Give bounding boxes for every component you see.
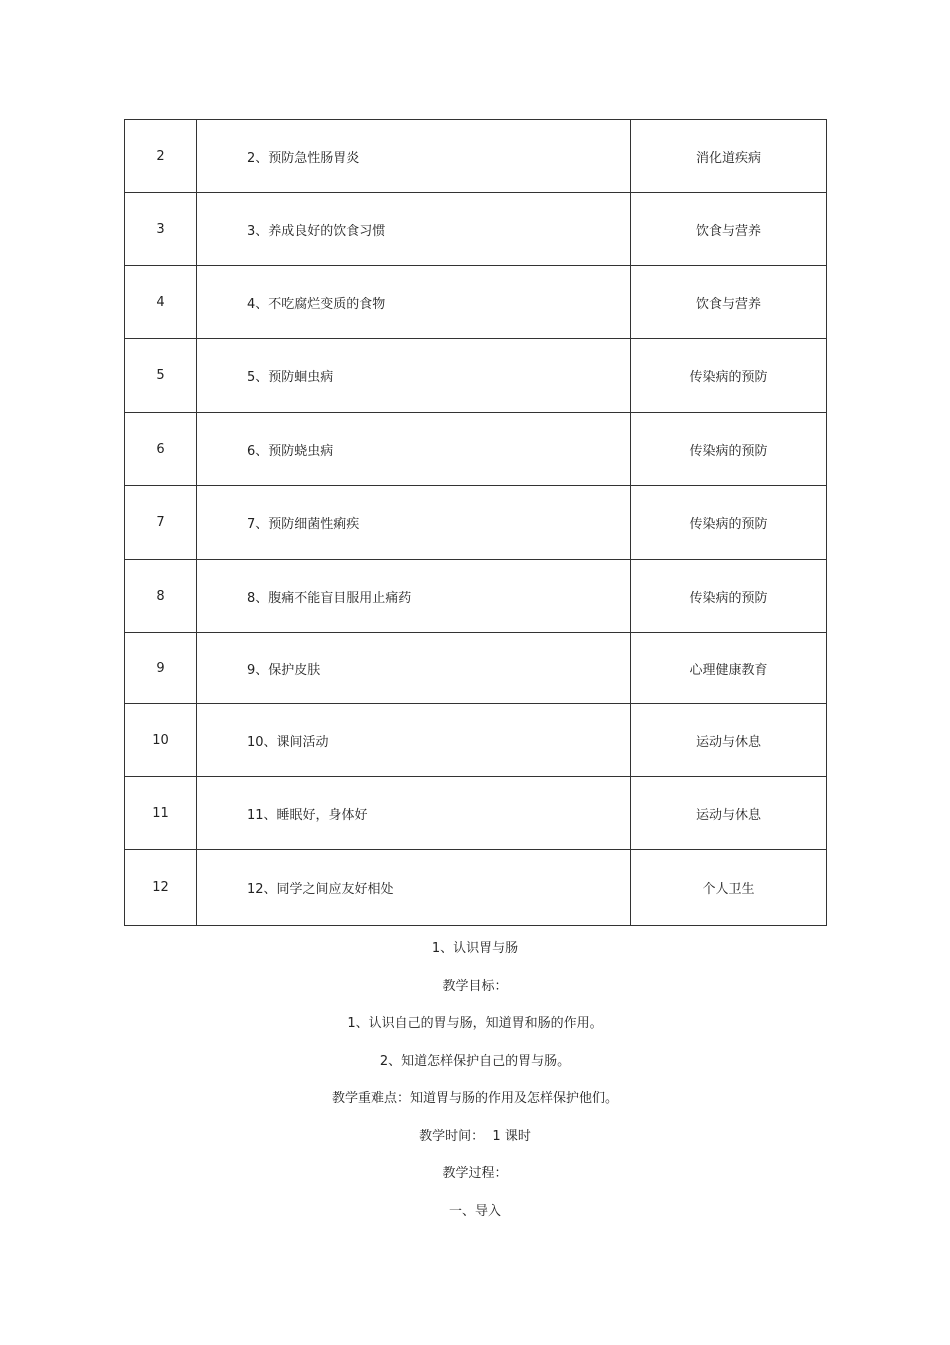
row-number-cell: 12 [125, 850, 197, 926]
category-cell: 运动与休息 [631, 777, 827, 850]
table-row [125, 193, 827, 266]
table-row [125, 777, 827, 850]
key-points: 教学重难点：知道胃与肠的作用及怎样保护他们。 [331, 1091, 618, 1106]
category-cell: 消化道疾病 [631, 120, 827, 193]
lesson-title-cell: 3、养成良好的饮食习惯 [197, 193, 631, 266]
row-number-cell: 2 [125, 120, 197, 193]
lesson-duration: 教学时间： 1 课时 [419, 1128, 531, 1144]
row-number-cell: 10 [125, 704, 197, 777]
lesson-title-cell: 12、同学之间应友好相处 [197, 850, 631, 926]
process-label: 教学过程： [442, 1166, 508, 1181]
lesson-title-cell: 9、保护皮肤 [197, 633, 631, 704]
table-row [125, 633, 827, 704]
category-cell: 个人卫生 [631, 850, 827, 926]
category-cell: 饮食与营养 [631, 266, 827, 339]
category-cell: 传染病的预防 [631, 339, 827, 413]
row-number-cell: 3 [125, 193, 197, 266]
row-number-cell: 7 [125, 486, 197, 560]
lesson-schedule-table [124, 119, 827, 926]
table-row [125, 339, 827, 413]
table-row [125, 560, 827, 633]
category-cell: 心理健康教育 [631, 633, 827, 704]
row-number-cell: 6 [125, 413, 197, 486]
category-cell: 传染病的预防 [631, 560, 827, 633]
section-intro: 一、导入 [448, 1203, 501, 1219]
category-cell: 饮食与营养 [631, 193, 827, 266]
category-cell: 传染病的预防 [631, 413, 827, 486]
row-number-cell: 4 [125, 266, 197, 339]
row-number-cell: 5 [125, 339, 197, 413]
table-row [125, 413, 827, 486]
table-row [125, 704, 827, 777]
row-number-cell: 11 [125, 777, 197, 850]
table-body [125, 120, 827, 926]
lesson-title-cell: 2、预防急性肠胃炎 [197, 120, 631, 193]
lesson-title-cell: 6、预防蛲虫病 [197, 413, 631, 486]
table-row [125, 266, 827, 339]
objectives-label: 教学目标： [442, 978, 508, 994]
lesson-title-cell: 11、睡眠好，身体好 [197, 777, 631, 850]
lesson-title-cell: 8、腹痛不能盲目服用止痛药 [197, 560, 631, 633]
lesson-title-cell: 4、不吃腐烂变质的食物 [197, 266, 631, 339]
lesson-title-cell: 5、预防蛔虫病 [197, 339, 631, 413]
row-number-cell: 8 [125, 560, 197, 633]
category-cell: 传染病的预防 [631, 486, 827, 560]
row-number-cell: 9 [125, 633, 197, 704]
lesson-title-cell: 10、课间活动 [197, 704, 631, 777]
lesson-heading: 1、认识胃与肠 [431, 941, 519, 956]
lesson-title-cell: 7、预防细菌性痢疾 [197, 486, 631, 560]
table-row [125, 120, 827, 193]
objective-2: 2、知道怎样保护自己的胃与肠。 [379, 1053, 571, 1069]
category-cell: 运动与休息 [631, 704, 827, 777]
table-row [125, 486, 827, 560]
table-row [125, 850, 827, 926]
objective-1: 1、认识自己的胃与肠，知道胃和肠的作用。 [347, 1016, 603, 1031]
lesson-plan-text [0, 930, 950, 1230]
